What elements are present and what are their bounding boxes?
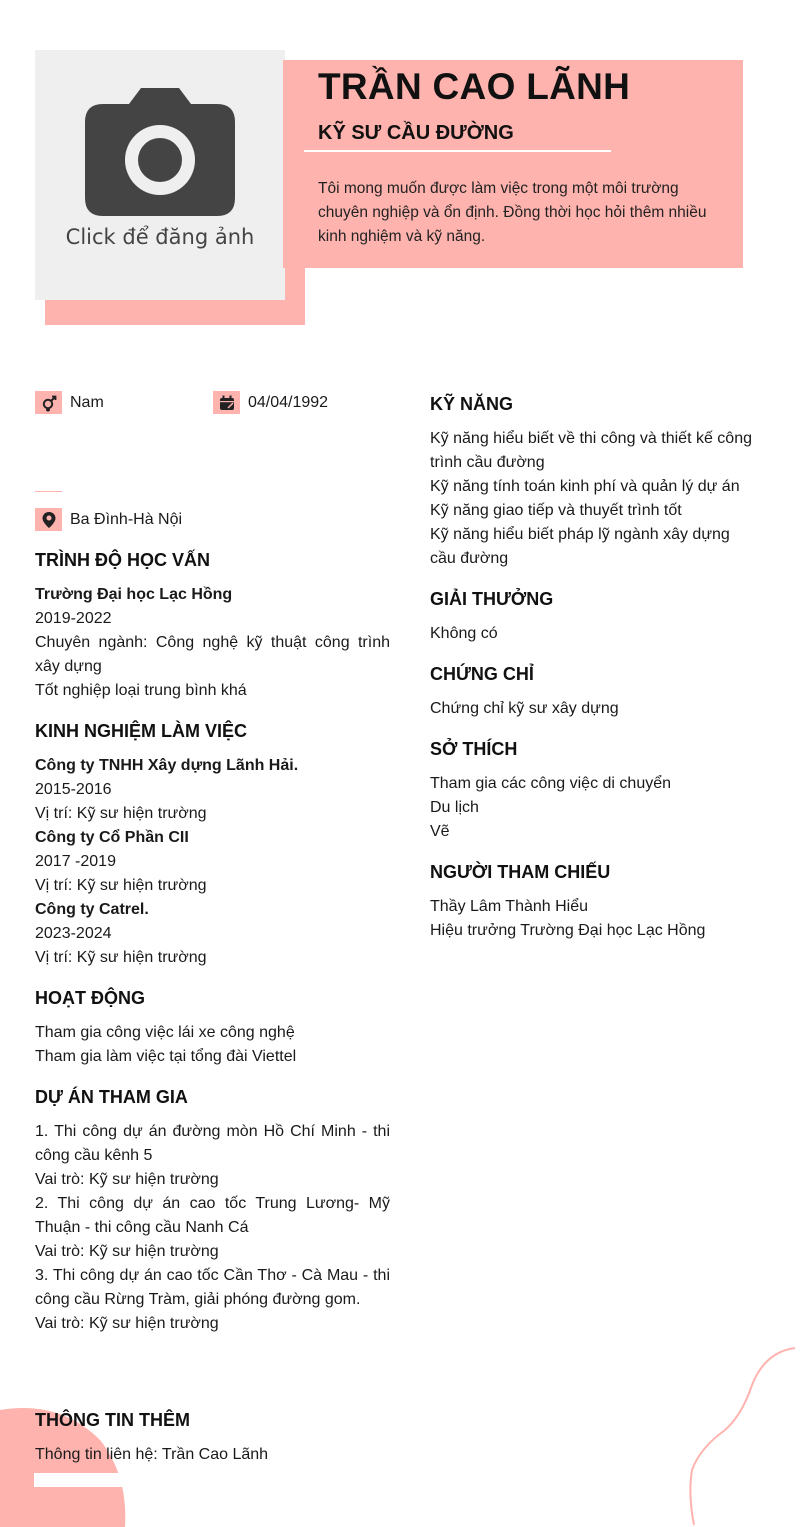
decorative-curve <box>680 1340 800 1527</box>
skill-item: Kỹ năng hiểu biết về thi công và thiết kế công trình cầu đường <box>430 430 752 471</box>
education-major: Chuyên ngành: Công nghệ kỹ thuật công trình xây dựng <box>35 634 390 675</box>
job-title: KỸ SƯ CẦU ĐƯỜNG <box>318 122 514 144</box>
project-name: 3. Thi công dự án cao tốc Cần Thơ - Cà Mau - thi công cầu Rừng Tràm, giải phóng đường gom. <box>35 1267 390 1308</box>
section-title-awards: GIẢI THƯỞNG <box>430 589 554 609</box>
company-name: Công ty Catrel. <box>35 901 149 918</box>
project-role: Vai trò: Kỹ sư hiện trường <box>35 1315 219 1332</box>
section-title-certificates: CHỨNG CHỈ <box>430 664 534 684</box>
candidate-name: TRẦN CAO LÃNH <box>318 66 631 107</box>
company-name: Công ty Cổ Phần CII <box>35 829 189 846</box>
birthdate-item <box>213 391 328 414</box>
section-title-references: NGƯỜI THAM CHIẾU <box>430 862 611 882</box>
birthdate-value: 04/04/1992 <box>248 393 329 411</box>
awards-text: Không có <box>430 625 498 642</box>
job-position: Vị trí: Kỹ sư hiện trường <box>35 949 207 966</box>
job-years: 2015-2016 <box>35 781 112 798</box>
education-years: 2019-2022 <box>35 610 112 627</box>
address-value: Ba Đình-Hà Nội <box>70 510 183 528</box>
section-title-additional: THÔNG TIN THÊM <box>35 1410 190 1430</box>
education-section <box>35 550 390 703</box>
title-divider <box>304 150 611 152</box>
job-position: Vị trí: Kỹ sư hiện trường <box>35 805 207 822</box>
project-role: Vai trò: Kỹ sư hiện trường <box>35 1171 219 1188</box>
reference-role: Hiệu trưởng Trường Đại học Lạc Hồng <box>430 922 706 939</box>
skill-item: Kỹ năng hiểu biết pháp lỹ ngành xây dựng cầu đường <box>430 526 730 567</box>
section-title-skills: KỸ NĂNG <box>430 394 514 414</box>
gender-value: Nam <box>70 393 104 411</box>
right-column <box>430 394 760 961</box>
school-name: Trường Đại học Lạc Hồng <box>35 586 233 603</box>
hobby-item: Du lịch <box>430 799 479 816</box>
calendar-icon <box>213 391 240 414</box>
camera-icon <box>85 86 235 218</box>
awards-section <box>430 589 760 646</box>
hobby-item: Tham gia các công việc di chuyển <box>430 775 672 792</box>
activity-item: Tham gia làm việc tại tổng đài Viettel <box>35 1048 297 1065</box>
project-role: Vai trò: Kỹ sư hiện trường <box>35 1243 219 1260</box>
job-years: 2023-2024 <box>35 925 112 942</box>
section-title-projects: DỰ ÁN THAM GIA <box>35 1087 188 1107</box>
section-title-education: TRÌNH ĐỘ HỌC VẤN <box>35 550 210 570</box>
contact-info: Thông tin liên hệ: Trần Cao Lãnh <box>35 1446 269 1463</box>
gender-icon <box>35 391 62 414</box>
hobby-item: Vẽ <box>430 823 450 840</box>
career-objective: Tôi mong muốn được làm việc trong một môi trường chuyên nghiệp và ổn định. Đồng thời học hỏi thêm nhiều kinh nghiệm và kỹ năng. <box>318 180 707 245</box>
experience-section <box>35 721 390 970</box>
address-item <box>35 508 182 531</box>
activities-section <box>35 988 390 1069</box>
project-name: 1. Thi công dự án đường mòn Hồ Chí Minh - thi công cầu kênh 5 <box>35 1123 390 1164</box>
hobbies-section <box>430 739 760 844</box>
reference-name: Thầy Lâm Thành Hiểu <box>430 898 589 915</box>
job-years: 2017 -2019 <box>35 853 116 870</box>
additional-info-section <box>35 1410 390 1467</box>
certificate-text: Chứng chỉ kỹ sư xây dựng <box>430 700 619 717</box>
section-title-hobbies: SỞ THÍCH <box>430 739 518 759</box>
activity-item: Tham gia công việc lái xe công nghệ <box>35 1024 295 1041</box>
references-section <box>430 862 760 943</box>
skill-item: Kỹ năng tính toán kinh phí và quản lý dự án <box>430 478 740 495</box>
photo-upload[interactable] <box>35 50 285 300</box>
company-name: Công ty TNHH Xây dựng Lãnh Hải. <box>35 757 299 774</box>
section-title-experience: KINH NGHIỆM LÀM VIỆC <box>35 721 248 741</box>
header-box <box>283 60 743 268</box>
section-title-activities: HOẠT ĐỘNG <box>35 988 145 1008</box>
divider <box>35 491 62 492</box>
certificates-section <box>430 664 760 721</box>
project-name: 2. Thi công dự án cao tốc Trung Lương- Mỹ Thuận - thi công cầu Nanh Cá <box>35 1195 390 1236</box>
job-position: Vị trí: Kỹ sư hiện trường <box>35 877 207 894</box>
education-grade: Tốt nghiệp loại trung bình khá <box>35 682 247 699</box>
left-column <box>35 550 390 1354</box>
photo-upload-label: Click để đăng ảnh <box>65 225 255 249</box>
skills-section <box>430 394 760 571</box>
location-pin-icon <box>35 508 62 531</box>
projects-section <box>35 1087 390 1336</box>
gender-item <box>35 391 104 414</box>
skill-item: Kỹ năng giao tiếp và thuyết trình tốt <box>430 502 682 519</box>
